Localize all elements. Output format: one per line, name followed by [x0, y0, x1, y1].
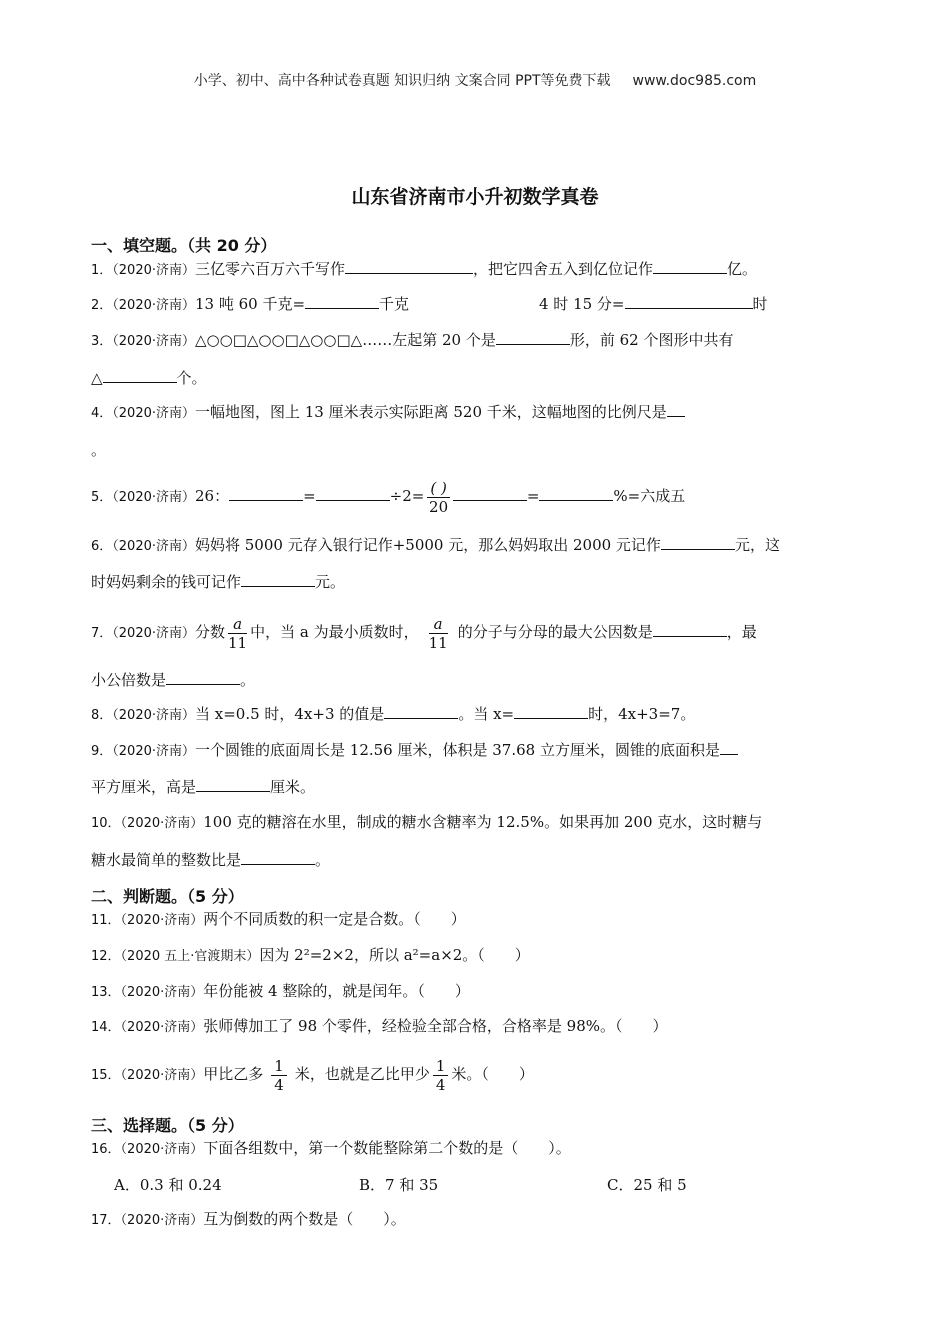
fraction: $\frac{a}{11}$ — [228, 614, 248, 652]
fraction: $\frac{1}{4}$ — [433, 1057, 449, 1094]
answer-blank[interactable] — [196, 776, 270, 792]
header-site-link[interactable]: www.doc985.com — [632, 73, 757, 89]
fraction: $\frac{1}{4}$ — [271, 1057, 287, 1094]
answer-blank[interactable] — [453, 485, 527, 501]
question-9: 9．（2020·济南）一个圆锥的底面周长是 12.56 厘米，体积是 37.68 立方厘米，圆锥的底面积是 — [91, 739, 738, 763]
answer-blank[interactable] — [229, 485, 303, 501]
question-6-cont: 时妈妈剩余的钱可记作 元。 — [91, 573, 346, 591]
page-header — [0, 70, 950, 90]
question-7: 7．（2020·济南）分数 $\frac{a}{11}$ 中，当 a 为最小质数时， $\frac{a}{11}$ 的分子与分母的最大公因数是 ，最 — [91, 614, 757, 652]
answer-blank[interactable] — [496, 329, 570, 345]
question-7-cont: 小公倍数是 。 — [91, 671, 256, 689]
section-multiple-choice: 三、选择题。（5 分） — [91, 1116, 244, 1135]
answer-blank[interactable] — [514, 703, 588, 719]
answer-blank[interactable] — [653, 621, 727, 637]
fraction: $\frac{a}{11}$ — [428, 614, 448, 652]
question-15: 15．（2020·济南）甲比乙多 $\frac{1}{4}$ 米，也就是乙比甲少 $\frac{1}{4}$ 米。（ ） — [91, 1056, 534, 1094]
question-17: 17．（2020·济南）互为倒数的两个数是（ ）。 — [91, 1210, 406, 1228]
question-12: 12．（2020 五上·官渡期末）因为 2²=2×2，所以 a²=a×2。（ ） — [91, 946, 530, 964]
question-16: 16．（2020·济南）下面各组数中，第一个数能整除第二个数的是（ ）。 — [91, 1139, 571, 1157]
question-5: 5．（2020·济南）26： = ÷2= $\frac{( )}{20}$ = %=六成五 — [91, 478, 686, 516]
question-2-part-b: 4 时 15 分= 时 — [539, 295, 768, 313]
answer-blank[interactable] — [720, 739, 738, 755]
answer-blank[interactable] — [345, 258, 473, 274]
answer-blank[interactable] — [166, 669, 240, 685]
question-4-cont: 。 — [91, 441, 107, 459]
question-13: 13．（2020·济南）年份能被 4 整除的，就是闰年。（ ） — [91, 982, 470, 1000]
answer-blank[interactable] — [305, 293, 379, 309]
header-text: 小学、初中、高中各种试卷真题 知识归纳 文案合同 PPT等免费下载 — [193, 73, 611, 89]
fraction: $\frac{( )}{20}$ — [429, 478, 449, 516]
question-2: 2．（2020·济南）13 吨 60 千克= 千克 — [91, 295, 410, 313]
question-10: 10．（2020·济南）100 克的糖溶在水里，制成的糖水含糖率为 12.5%。如果再加 200 克水，这时糖与 — [91, 813, 763, 831]
question-11: 11．（2020·济南）两个不同质数的积一定是合数。（ ） — [91, 910, 466, 928]
answer-blank[interactable] — [667, 401, 685, 417]
question-3: 3．（2020·济南）△○○□△○○□△○○□△……左起第 20 个是 形，前 62 个图形中共有 — [91, 331, 734, 349]
answer-blank[interactable] — [241, 849, 315, 865]
option-b[interactable]: B．7 和 35 — [359, 1176, 439, 1194]
question-1: 1．（2020·济南）三亿零六百万六千写作 ，把它四舍五入到亿位记作 亿。 — [91, 260, 758, 278]
answer-blank[interactable] — [103, 367, 177, 383]
question-9-cont: 平方厘米，高是 厘米。 — [91, 778, 316, 796]
section-fill-blank: 一、填空题。（共 20 分） — [91, 236, 277, 255]
answer-blank[interactable] — [241, 571, 315, 587]
question-6: 6．（2020·济南）妈妈将 5000 元存入银行记作+5000 元，那么妈妈取出 2000 元记作 元，这 — [91, 536, 780, 554]
answer-blank[interactable] — [625, 293, 753, 309]
question-10-cont: 糖水最简单的整数比是 。 — [91, 851, 331, 869]
question-14: 14．（2020·济南）张师傅加工了 98 个零件，经检验全部合格，合格率是 98%。（ ） — [91, 1017, 668, 1035]
question-8: 8．（2020·济南）当 x=0.5 时，4x+3 的值是 。当 x= 时，4x+3=7。 — [91, 705, 696, 723]
answer-blank[interactable] — [316, 485, 390, 501]
question-3-cont: △ 个。 — [91, 369, 207, 387]
answer-blank[interactable] — [539, 485, 613, 501]
section-true-false: 二、判断题。（5 分） — [91, 887, 244, 906]
option-a[interactable]: A．0.3 和 0.24 — [114, 1176, 222, 1194]
option-c[interactable]: C．25 和 5 — [607, 1176, 687, 1194]
page-title: 山东省济南市小升初数学真卷 — [351, 186, 599, 208]
answer-blank[interactable] — [661, 534, 735, 550]
answer-blank[interactable] — [653, 258, 727, 274]
answer-blank[interactable] — [384, 703, 458, 719]
question-4: 4．（2020·济南）一幅地图，图上 13 厘米表示实际距离 520 千米，这幅地图的比例尺是 — [91, 401, 685, 425]
